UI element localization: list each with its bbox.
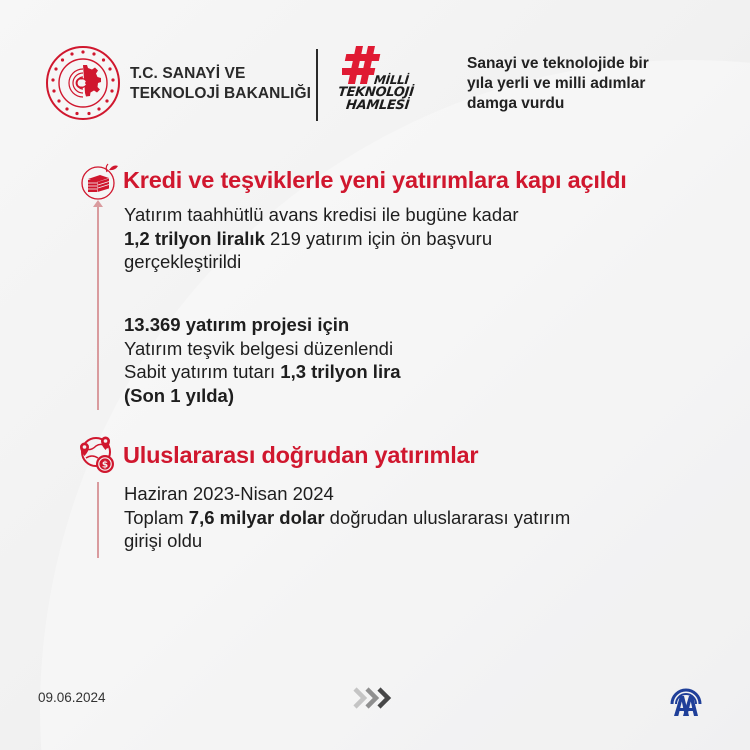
ministry-name [130,64,311,104]
campaign-line2: TEKNOLOJİ [337,85,415,100]
text-line: Yatırım teşvik belgesi düzenlendi [124,337,394,359]
headline-line1: Sanayi ve teknolojide bir [467,55,649,72]
anadolu-agency-logo-icon [668,682,704,718]
milli-teknoloji-hamlesi-logo [338,48,438,120]
text-line: (Son 1 yılda) [124,384,234,406]
header-divider [316,49,318,121]
text-line: 13.369 yatırım projesi için [124,314,350,335]
timeline-arrow-icon [93,200,103,207]
campaign-line1: MİLLİ [373,73,410,87]
campaign-line3: HAMLESİ [345,98,410,113]
ministry-name-line1: T.C. SANAYİ VE [130,65,246,82]
timeline-line [97,206,99,410]
section-paragraph [124,482,570,553]
header [0,0,750,150]
section-paragraph [124,203,519,274]
text-line: Sabit yatırım tutarı 1,3 trilyon lira [124,361,401,382]
text-line: Toplam 7,6 milyar dolar doğrudan uluslararası yatırım [124,506,571,528]
headline-line2: yıla yerli ve milli adımlar [467,75,646,92]
svg-text:$: $ [101,460,109,471]
text-line: girişi oldu [124,530,203,551]
section-title: Uluslararası doğrudan yatırımlar [123,442,479,468]
section-title: Kredi ve teşviklerle yeni yatırımlara kapı açıldı [123,167,627,193]
timeline-line [97,482,99,558]
text-line: gerçekleştirildi [124,251,242,272]
text-line: 1,2 trilyon liralık 219 yatırım için ön başvuru [124,227,493,249]
text-line: Yatırım taahhütlü avans kredisi ile bugüne kadar [124,204,519,225]
money-stack-growth-icon [78,160,122,204]
section-paragraph [124,313,401,407]
headline-line3: damga vurdu [467,95,565,112]
globe-investment-dollar-icon [74,432,118,476]
text-line: Haziran 2023-Nisan 2024 [124,483,334,504]
headline [467,54,649,114]
publish-date: 09.06.2024 [38,690,106,705]
ministry-emblem-icon [45,45,121,121]
triple-chevron-right-icon[interactable] [352,685,398,711]
ministry-name-line2: TEKNOLOJİ BAKANLIĞI [130,85,312,102]
